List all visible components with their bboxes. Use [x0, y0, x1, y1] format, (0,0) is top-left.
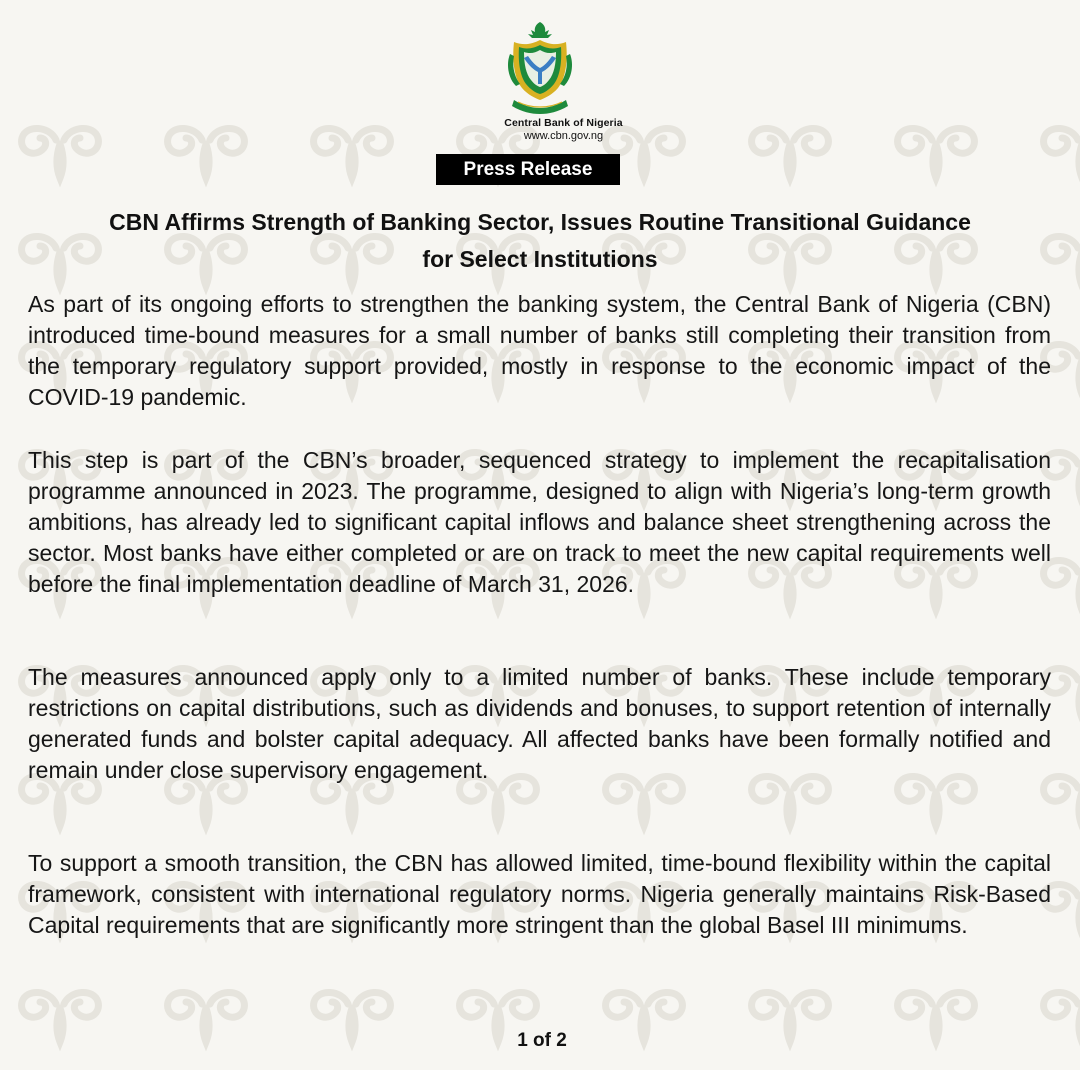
press-release-badge: Press Release — [436, 154, 620, 185]
body-paragraph-3: The measures announced apply only to a limited number of banks. These include temporary restrictions on capital distributions, such as dividends and bonuses, to support retention of internally generated funds and bolster capital adequacy. All affected banks have been formally notified and remain under close supervisory engagement. — [28, 664, 1051, 783]
page-title — [28, 204, 1052, 278]
title-line-2: for Select Institutions — [422, 246, 658, 272]
body-paragraph-4: To support a smooth transition, the CBN has allowed limited, time-bound flexibility within the capital framework, consistent with international regulatory norms. Nigeria generally maintains Risk-Based Capital requirements that are significantly more stringent than the global Basel III minimums. — [28, 850, 1051, 938]
org-url: www.cbn.gov.ng — [523, 130, 604, 142]
body-paragraph-1: As part of its ongoing efforts to strengthen the banking system, the Central Bank of Nigeria (CBN) introduced time-bound measures for a small number of banks still completing their transition from the temporary regulatory support provided, mostly in response to the economic impact of the COVID-19 pandemic. — [28, 291, 1051, 410]
logo-container — [0, 20, 1080, 116]
cbn-crest-icon — [504, 20, 576, 116]
org-name: Central Bank of Nigeria — [504, 117, 623, 129]
title-line-1: CBN Affirms Strength of Banking Sector, Issues Routine Transitional Guidance — [109, 209, 971, 235]
page-indicator: 1 of 2 — [517, 1030, 567, 1051]
body-paragraph-2: This step is part of the CBN’s broader, sequenced strategy to implement the recapitalisation programme announced in 2023. The programme, designed to align with Nigeria’s long-term growth ambitions, has already led to significant capital inflows and balance sheet strengthening across the sector. Most banks have either completed or are on track to meet the new capital requirements well before the final implementation deadline of March 31, 2026. — [28, 447, 1051, 597]
